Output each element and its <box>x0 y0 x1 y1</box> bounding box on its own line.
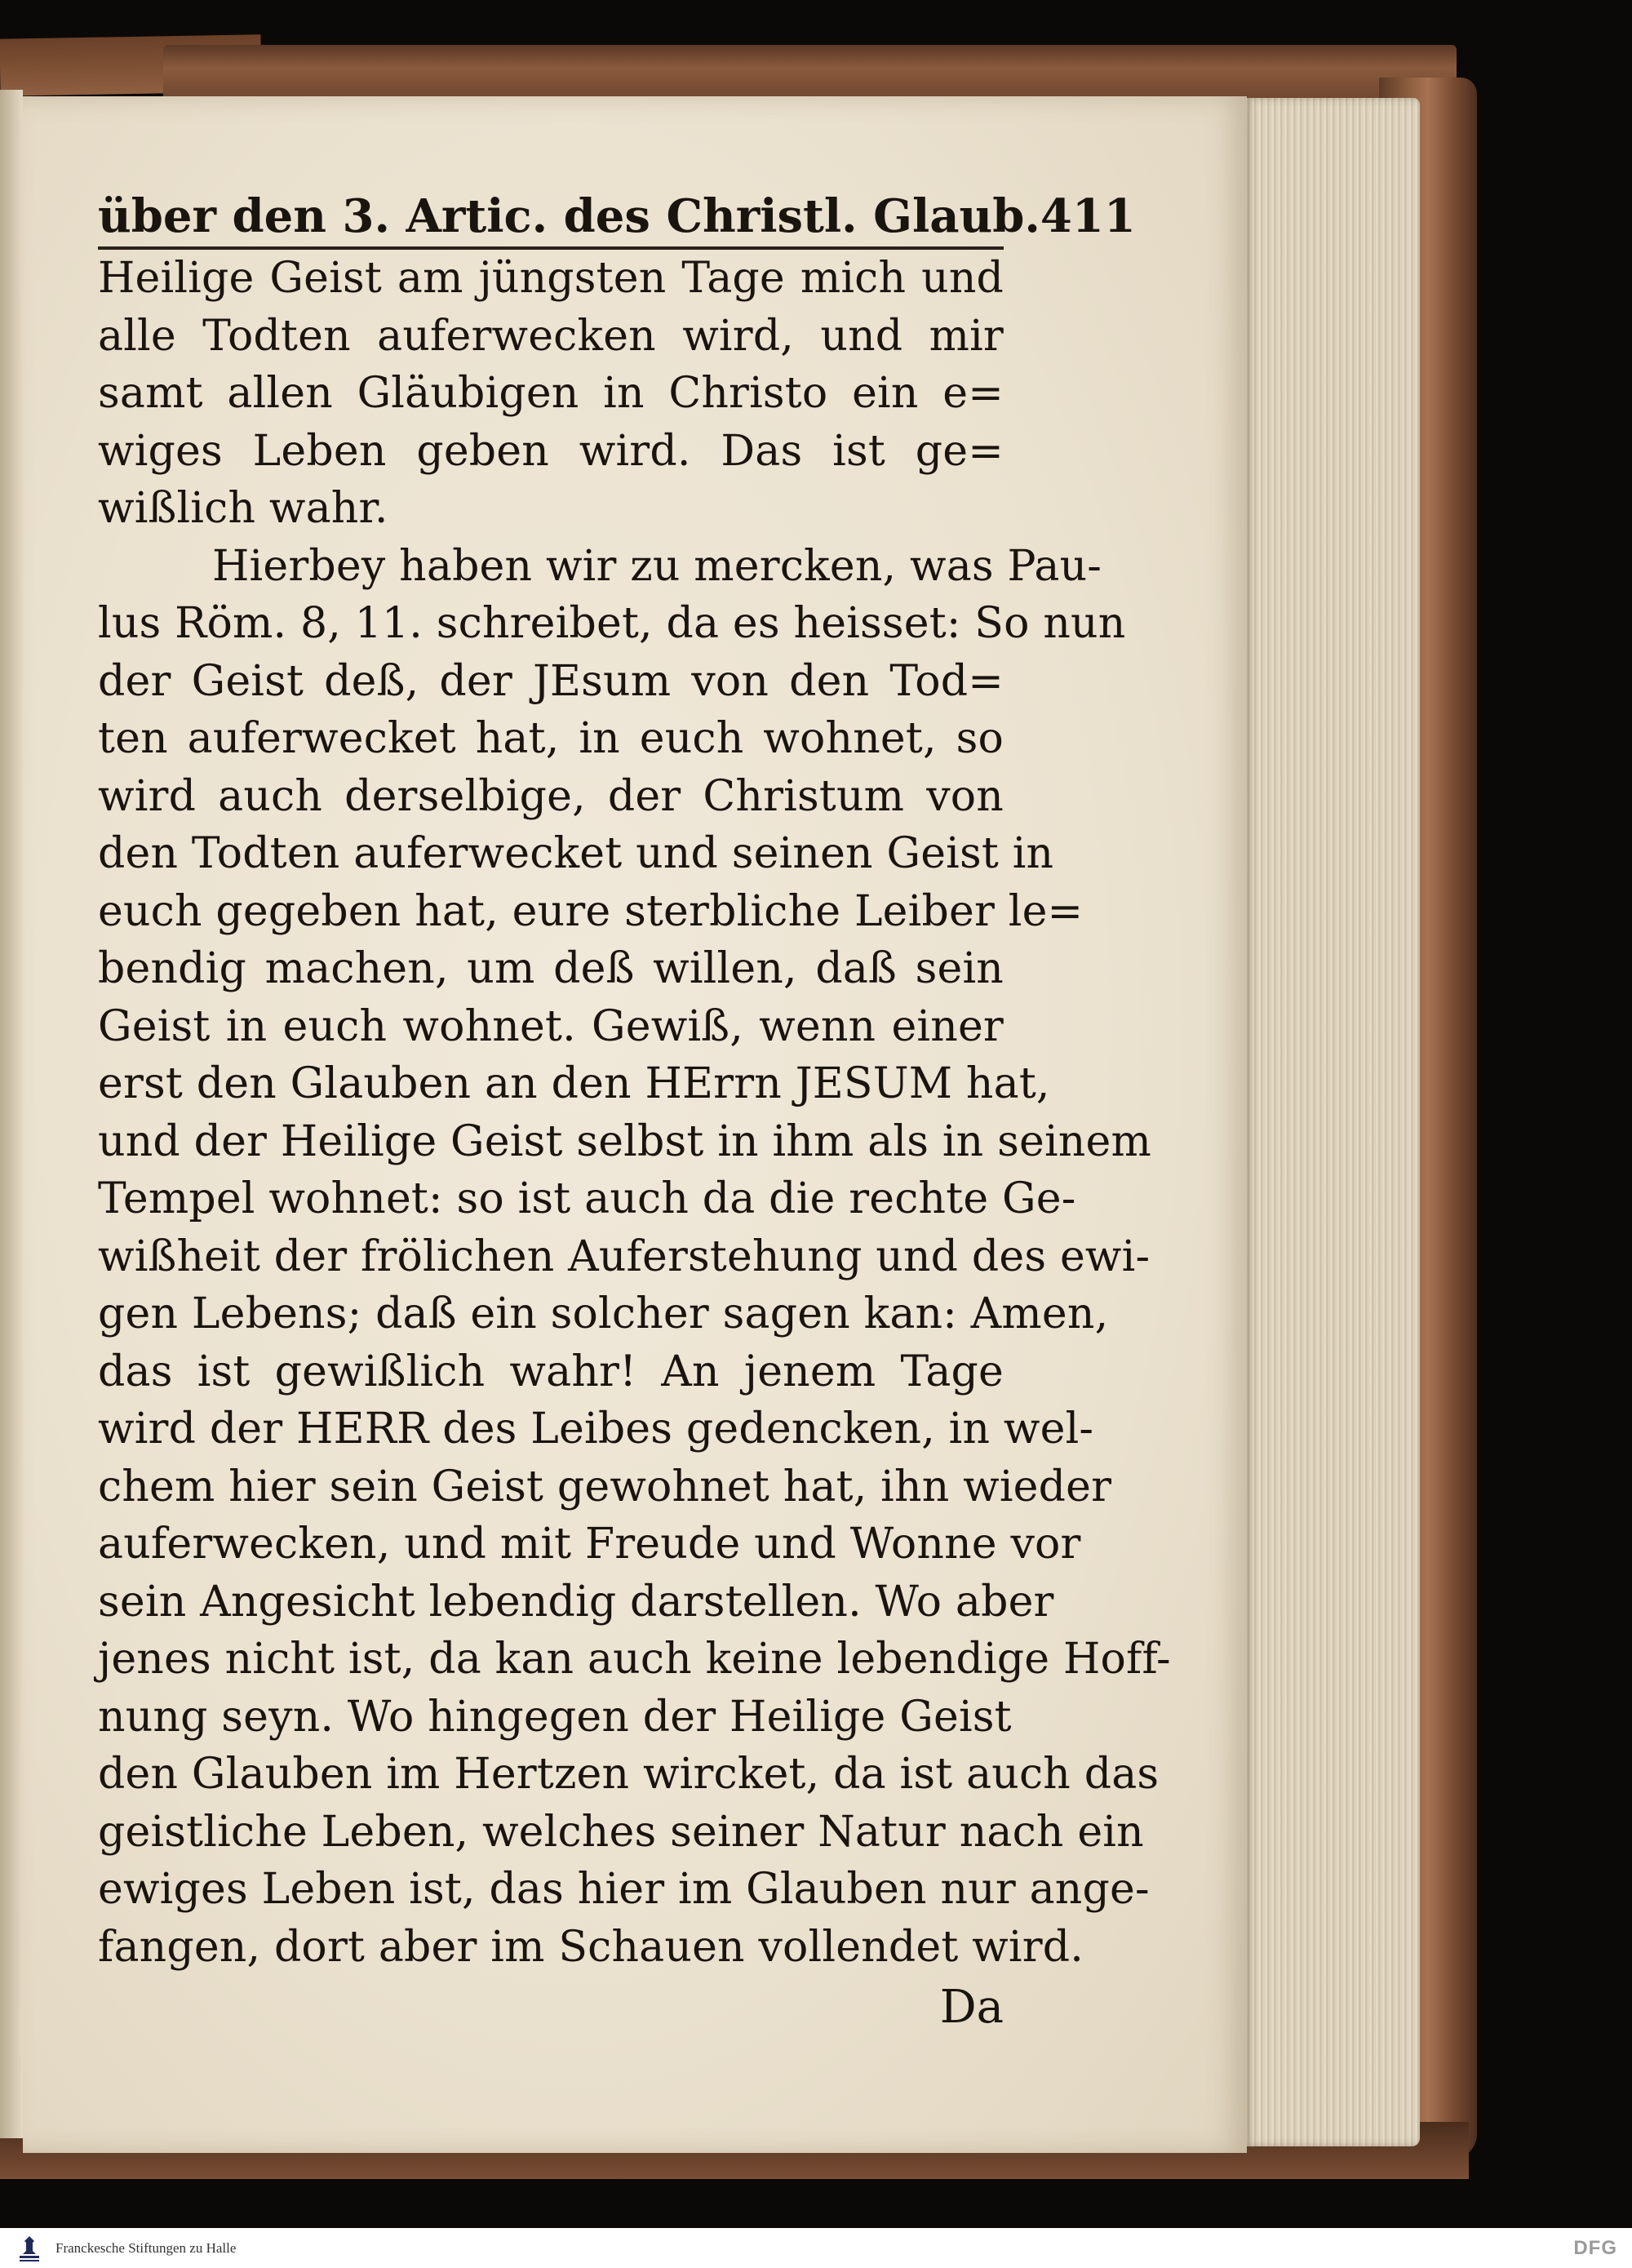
text-block <box>98 189 1171 2036</box>
text-line: das ist gewißlich wahr! An jenem Tage <box>98 1347 1004 1396</box>
text-line: und der Heilige Geist selbst in ihm als in seinem <box>98 1116 1151 1166</box>
francke-foundation-crest-icon <box>15 2233 44 2264</box>
text-line: Tempel wohnet: so ist auch da die rechte Ge- <box>98 1174 1076 1223</box>
text-line: lus Röm. 8, 11. schreibet, da es heisset: So nun <box>98 599 1126 648</box>
text-line: der Geist deß, der JEsum von den Tod= <box>98 656 1004 706</box>
text-line: ewiges Leben ist, das hier im Glauben nur ange- <box>98 1865 1150 1914</box>
running-header <box>98 189 1136 243</box>
text-line: den Glauben im Hertzen wircket, da ist auch das <box>98 1750 1160 1799</box>
page-number: 411 <box>1040 189 1136 243</box>
text-line: wird der HERR des Leibes gedencken, in wel- <box>98 1405 1094 1454</box>
text-line: geistliche Leben, welches seiner Natur nach ein <box>98 1807 1144 1857</box>
text-line: Geist in euch wohnet. Gewiß, wenn einer <box>98 1001 1004 1051</box>
catchword: Da <box>939 1981 1004 2034</box>
text-line: wißlich wahr. <box>98 484 388 533</box>
text-line: fangen, dort aber im Schauen vollendet wird. <box>98 1922 1084 1972</box>
text-line: alle Todten auferwecken wird, und mir <box>98 311 1004 361</box>
text-line: gen Lebens; daß ein solcher sagen kan: Amen, <box>98 1289 1109 1338</box>
text-line: Heilige Geist am jüngsten Tage mich und <box>98 254 1004 303</box>
running-head: über den 3. Artic. des Christl. Glaub. <box>98 189 1040 243</box>
text-line: nung seyn. Wo hingegen der Heilige Geist <box>98 1692 1012 1742</box>
dfg-logo: DFG <box>1573 2236 1617 2259</box>
text-line: wiges Leben geben wird. Das ist ge= <box>98 426 1004 476</box>
text-line: samt allen Gläubigen in Christo ein e= <box>98 369 1004 418</box>
text-line: auferwecken, und mit Freude und Wonne vor <box>98 1520 1081 1569</box>
book-page <box>23 96 1247 2153</box>
text-line: erst den Glauben an den HErrn JESUM hat, <box>98 1059 1050 1108</box>
text-line: wird auch derselbige, der Christum von <box>98 771 1004 821</box>
text-line: bendig machen, um deß willen, daß sein <box>98 944 1004 993</box>
text-line: wißheit der frölichen Auferstehung und des ewi- <box>98 1232 1151 1281</box>
text-line: sein Angesicht lebendig darstellen. Wo aber <box>98 1577 1054 1627</box>
text-line: chem hier sein Geist gewohnet hat, ihn wieder <box>98 1462 1112 1511</box>
cover-top-edge <box>163 45 1457 102</box>
text-line: den Todten auferwecket und seinen Geist in <box>98 829 1054 878</box>
body-text <box>98 250 1171 1976</box>
text-line: ten auferwecket hat, in euch wohnet, so <box>98 714 1004 763</box>
text-line: Hierbey haben wir zu mercken, was Pau- <box>212 541 1102 591</box>
page-block-edges <box>1244 98 1420 2146</box>
facing-page-sliver <box>0 90 23 2138</box>
institution-name: Franckesche Stiftungen zu Halle <box>55 2239 237 2256</box>
text-line: jenes nicht ist, da kan auch keine lebendige Hoff- <box>98 1635 1171 1684</box>
viewer-footer <box>0 2228 1632 2268</box>
text-line: euch gegeben hat, eure sterbliche Leiber le= <box>98 886 1084 936</box>
